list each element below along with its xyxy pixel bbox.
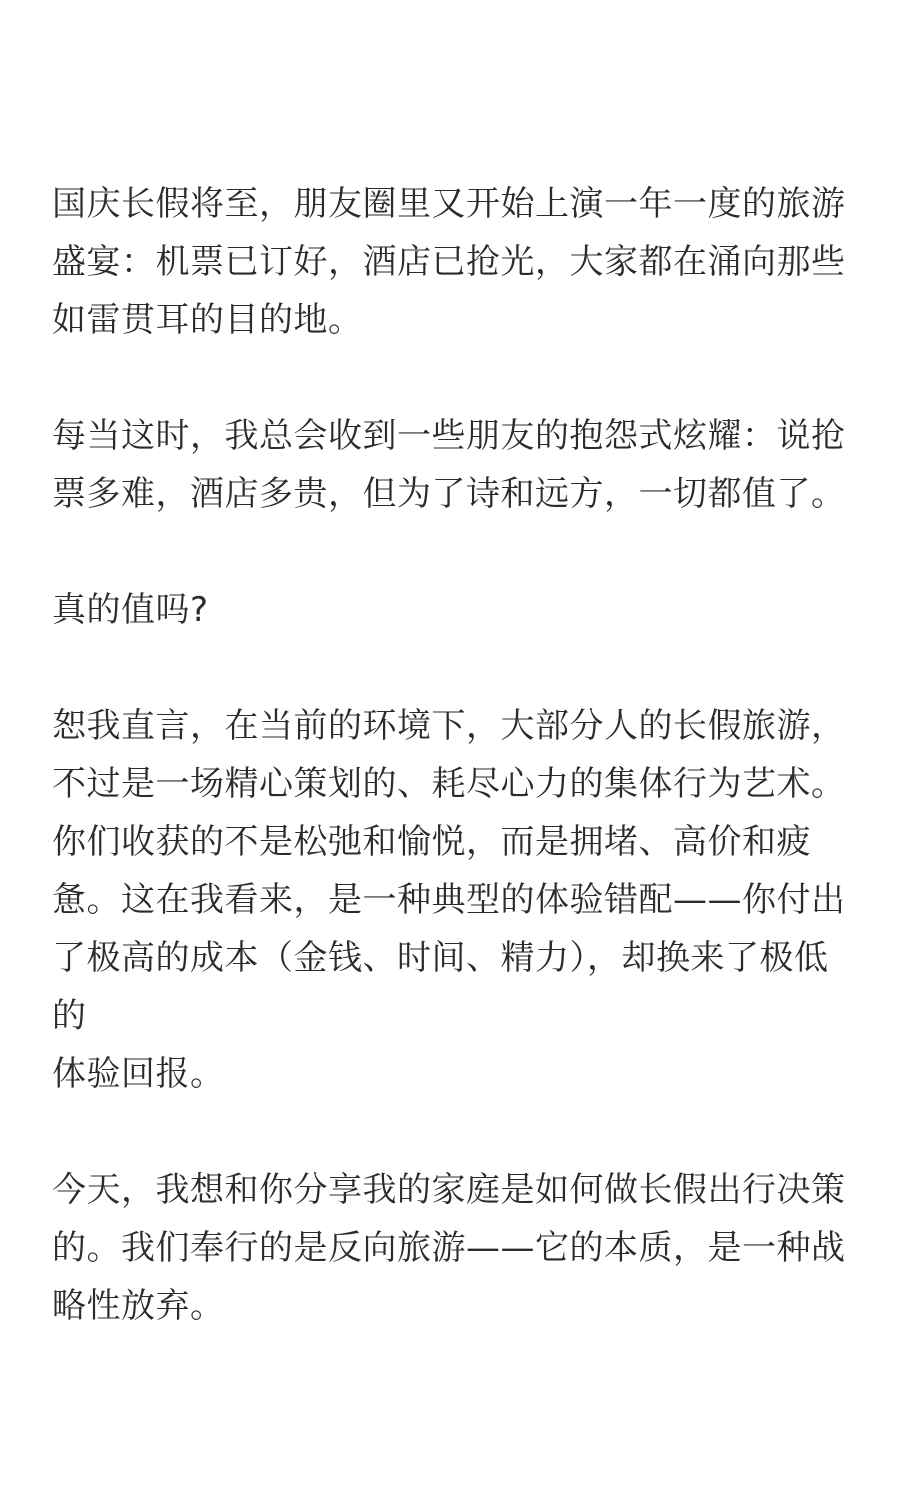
paragraph-line: 票多难，酒店多贵，但为了诗和远方，一切都值了。 (52, 474, 846, 514)
paragraph-2 (52, 407, 852, 523)
paragraph-spacer (52, 349, 852, 407)
paragraph-line: 国庆长假将至，朋友圈里又开始上演一年一度的旅游 (52, 184, 846, 224)
article-body (52, 175, 852, 1335)
paragraph-line: 体验回报。 (52, 1054, 225, 1094)
paragraph-line: 了极高的成本（金钱、时间、精力），却换来了极低的 (52, 938, 829, 1036)
paragraph-line: 盛宴：机票已订好，酒店已抢光，大家都在涌向那些 (52, 242, 846, 282)
paragraph-spacer (52, 523, 852, 581)
paragraph-line: 恕我直言，在当前的环境下，大部分人的长假旅游， (52, 706, 846, 746)
paragraph-1 (52, 175, 852, 349)
paragraph-line: 每当这时，我总会收到一些朋友的抱怨式炫耀：说抢 (52, 416, 846, 456)
paragraph-spacer (52, 639, 852, 697)
paragraph-spacer (52, 1103, 852, 1161)
paragraph-line: 惫。这在我看来，是一种典型的体验错配——你付出 (52, 880, 846, 920)
paragraph-line: 如雷贯耳的目的地。 (52, 300, 363, 340)
paragraph-line: 的。我们奉行的是反向旅游——它的本质，是一种战 (52, 1228, 846, 1268)
paragraph-5 (52, 1161, 852, 1335)
paragraph-line: 真的值吗? (52, 590, 209, 630)
paragraph-line: 今天，我想和你分享我的家庭是如何做长假出行决策 (52, 1170, 846, 1210)
paragraph-4 (52, 697, 852, 1103)
paragraph-line: 不过是一场精心策划的、耗尽心力的集体行为艺术。 (52, 764, 846, 804)
paragraph-line: 略性放弃。 (52, 1286, 225, 1326)
paragraph-3 (52, 581, 852, 639)
paragraph-line: 你们收获的不是松弛和愉悦，而是拥堵、高价和疲 (52, 822, 811, 862)
